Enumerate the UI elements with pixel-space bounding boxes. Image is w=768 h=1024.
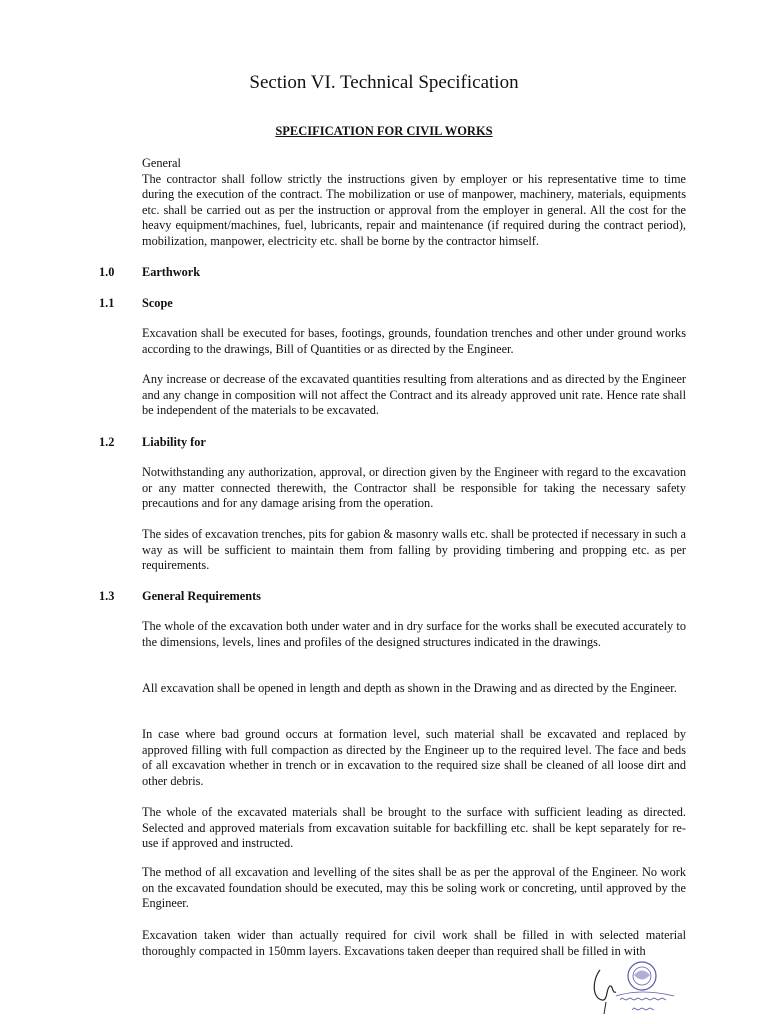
paragraph: The whole of the excavation both under water and in dry surface for the works shall be executed accurately to the dimensions, levels, lines and profiles of the designed structures indicated in the drawings. (142, 619, 686, 649)
section-number: 1.2 (99, 435, 115, 449)
section-number: 1.0 (99, 265, 115, 279)
section-number: 1.3 (99, 589, 115, 603)
paragraph: Excavation shall be executed for bases, footings, grounds, foundation trenches and other under ground works according to the drawings, Bill of Quantities or as directed by the Engineer. (142, 326, 686, 356)
paragraph: In case where bad ground occurs at formation level, such material shall be excavated and replaced by approved filling with full compaction as directed by the Engineer up to the required level. The face and beds of all excavation whether in trench or in excavation to the required size shall be cleaned of all loose dirt and other debris. (142, 727, 686, 788)
paragraph: Notwithstanding any authorization, approval, or direction given by the Engineer with regard to the excavation or any matter connected therewith, the Contractor shall be responsible for taking the necessary safety precautions and for any damage arising from the operation. (142, 465, 686, 510)
signature-stamp (586, 958, 678, 1016)
paragraph: All excavation shall be opened in length and depth as shown in the Drawing and as directed by the Engineer. (142, 681, 677, 695)
paragraph: Excavation taken wider than actually required for civil work shall be filled in with selected material thoroughly compacted in 150mm layers. Excavations taken deeper than required shall be filled in with (142, 928, 686, 958)
general-heading: General (142, 156, 181, 170)
paragraph: Any increase or decrease of the excavated quantities resulting from alterations and as directed by the Engineer and any change in composition will not affect the Contract and its already approved unit rate. Hence rate shall be independent of the materials to be excavated. (142, 372, 686, 417)
section-title: General Requirements (142, 589, 261, 603)
page-subtitle: SPECIFICATION FOR CIVIL WORKS (275, 124, 493, 138)
paragraph: The method of all excavation and levelling of the sites shall be as per the approval of the Engineer. No work on the excavated foundation should be executed, may this be soling work or concreting, until approved by the Engineer. (142, 865, 686, 910)
paragraph: The whole of the excavated materials shall be brought to the surface with sufficient leading as directed. Selected and approved materials from excavation suitable for backfilling etc. shall be kept separately for re-use if approved and instructed. (142, 805, 686, 850)
page-title: Section VI. Technical Specification (249, 72, 519, 93)
section-title: Scope (142, 296, 173, 310)
general-block (142, 156, 686, 249)
section-title: Liability for (142, 435, 206, 449)
section-title: Earthwork (142, 265, 201, 279)
paragraph: The sides of excavation trenches, pits for gabion & masonry walls etc. shall be protected if necessary in such a way as will be sufficient to maintain them from falling by providing timbering and propping etc. as per requirements. (142, 527, 686, 572)
general-text: The contractor shall follow strictly the instructions given by employer or his representative time to time during the execution of the contract. The mobilization or use of manpower, machinery, materials, equipments etc. shall be carried out as per the instruction or approval from the employer in general. All the cost for the heavy equipment/machines, fuel, lubricants, repair and maintenance (if required during the contract period), mobilization, manpower, electricity etc. shall be borne by the contractor himself. (142, 171, 686, 248)
section-number: 1.1 (99, 296, 115, 310)
